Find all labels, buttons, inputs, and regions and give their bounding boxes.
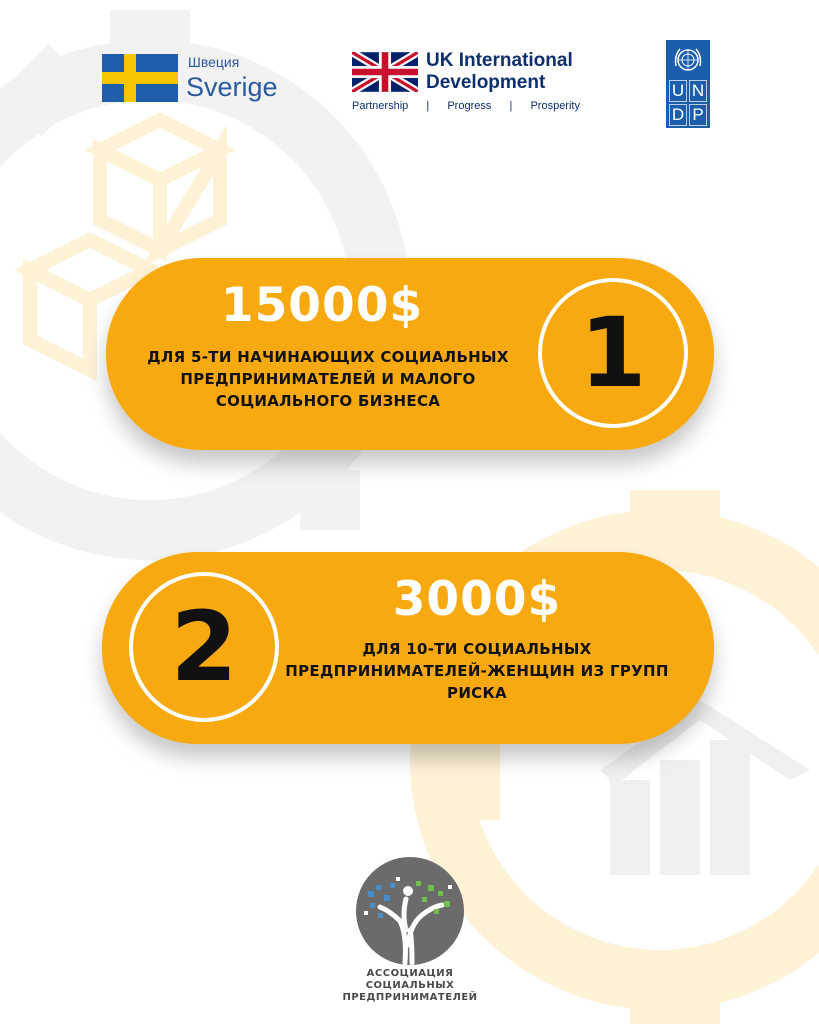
- grant-description: ДЛЯ 10-ТИ СОЦИАЛЬНЫХ ПРЕДПРИНИМАТЕЛЕЙ-ЖЕНЩИН ИЗ ГРУПП РИСКА: [285, 640, 669, 702]
- uk-international-development-logo: [352, 52, 592, 118]
- sweden-logo: [102, 54, 302, 106]
- sweden-flag-icon: [102, 54, 178, 102]
- grant-number-badge: 2: [129, 572, 279, 722]
- grant-description: ДЛЯ 5-ТИ НАЧИНАЮЩИХ СОЦИАЛЬНЫХ ПРЕДПРИНИМАТЕЛЕЙ И МАЛОГО СОЦИАЛЬНОГО БИЗНЕСА: [147, 348, 509, 410]
- association-name-line: СОЦИАЛЬНЫХ: [365, 980, 455, 991]
- grant-card-1: [106, 258, 714, 450]
- un-emblem-icon: [672, 44, 704, 76]
- undp-letter: D: [669, 104, 687, 126]
- undp-letters: [669, 80, 707, 124]
- undp-logo: [666, 40, 710, 128]
- sweden-name-ru: Швеция: [188, 54, 240, 70]
- uk-tagline-word: Partnership: [352, 100, 409, 112]
- grant-number-badge: 1: [538, 278, 688, 428]
- association-name-line: АССОЦИАЦИЯ: [366, 968, 454, 979]
- association-name: [310, 968, 510, 1004]
- grant-amount: 3000$: [392, 572, 562, 627]
- uk-title-line2: Development: [426, 72, 546, 93]
- association-tree-logo: [350, 855, 470, 975]
- uk-tagline-divider: |: [426, 100, 430, 112]
- undp-letter: U: [669, 80, 687, 102]
- grant-amount: 15000$: [220, 278, 424, 333]
- uk-tagline-divider: |: [509, 100, 513, 112]
- undp-letter: N: [689, 80, 707, 102]
- uk-flag-icon: [352, 52, 418, 92]
- uk-tagline: [352, 100, 580, 112]
- association-name-line: ПРЕДПРИНИМАТЕЛЕЙ: [342, 992, 478, 1003]
- sweden-name: Sverige: [186, 72, 278, 102]
- uk-tagline-word: Progress: [447, 100, 492, 112]
- uk-tagline-word: Prosperity: [530, 100, 580, 112]
- undp-letter: P: [689, 104, 707, 126]
- uk-title-line1: UK International: [426, 50, 573, 71]
- grant-card-2: [102, 552, 714, 744]
